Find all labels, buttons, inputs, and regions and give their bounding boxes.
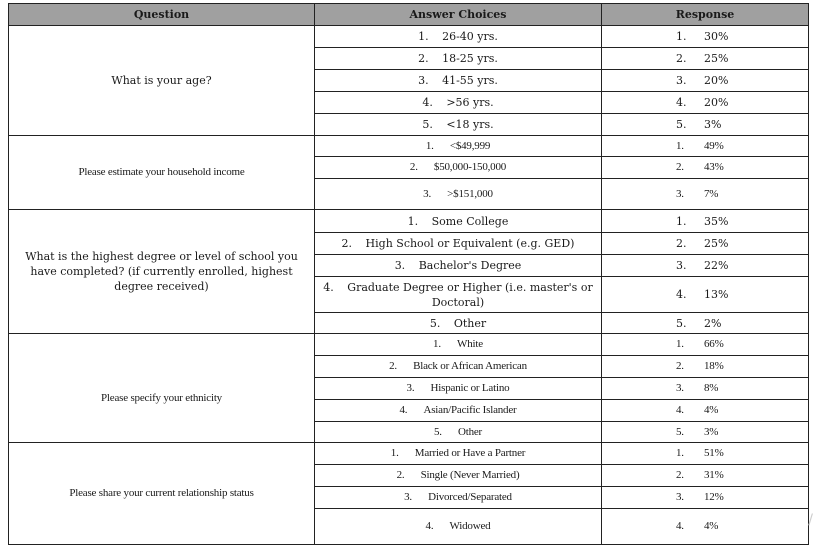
question-cell: Please specify your ethnicity (9, 334, 315, 443)
answer-choice-cell (315, 92, 602, 114)
answer-choice-cell (315, 422, 602, 443)
response-value: 66% (704, 338, 724, 350)
survey-results-table (8, 3, 809, 545)
answer-number: 4. (399, 404, 408, 416)
response-value: 13% (704, 288, 729, 301)
response-value: 35% (704, 214, 729, 228)
answer-number: 5. (433, 425, 442, 438)
response-value: 7% (704, 187, 719, 200)
answer-text: White (457, 338, 483, 350)
answer-choice-cell (315, 136, 602, 157)
response-number: 1. (676, 30, 687, 43)
response-cell (602, 356, 809, 378)
answer-choice-cell (315, 313, 602, 334)
response-number: 3. (676, 187, 684, 200)
answer-text: Single (Never Married) (420, 469, 520, 481)
response-number: 2. (676, 469, 684, 481)
response-cell (602, 210, 809, 233)
answer-number: 2. (396, 469, 405, 481)
response-cell (602, 422, 809, 443)
answer-text: 41-55 yrs. (442, 74, 498, 87)
answer-text: 26-40 yrs. (442, 30, 498, 43)
answer-text: Bachelor's Degree (418, 259, 522, 272)
response-value: 3% (704, 118, 722, 131)
response-cell (602, 255, 809, 277)
answer-number: 1. (425, 139, 434, 152)
answer-choice-cell (315, 334, 602, 356)
answer-number: 2. (341, 237, 353, 250)
response-value: 49% (704, 139, 724, 152)
answer-number: 5. (429, 316, 441, 330)
answer-text: Other (453, 316, 487, 330)
answer-text: >$151,000 (447, 187, 493, 200)
header-row (9, 4, 809, 26)
table-body (9, 26, 809, 545)
answer-text: Graduate Degree or Higher (i.e. master's or Doctoral) (347, 280, 593, 309)
response-cell (602, 114, 809, 136)
response-value: 20% (704, 96, 729, 109)
response-number: 3. (676, 382, 684, 394)
answer-choice-cell (315, 378, 602, 400)
answer-number: 3. (394, 259, 406, 272)
response-number: 5. (676, 425, 684, 438)
response-number: 2. (676, 52, 687, 65)
table-row (9, 443, 809, 465)
response-number: 4. (676, 520, 684, 532)
answer-choice-cell (315, 210, 602, 233)
response-number: 2. (676, 360, 684, 372)
answer-choice-cell (315, 443, 602, 465)
answer-choice-cell (315, 48, 602, 70)
answer-text: Black or African American (413, 360, 527, 372)
response-cell (602, 378, 809, 400)
answer-text: <18 yrs. (446, 118, 494, 131)
answer-text: $50,000-150,000 (433, 161, 507, 173)
response-number: 1. (676, 214, 687, 228)
table-row (9, 334, 809, 356)
response-number: 1. (676, 139, 684, 152)
answer-number: 1. (433, 338, 441, 350)
response-cell (602, 400, 809, 422)
response-cell (602, 465, 809, 487)
response-value: 25% (704, 237, 729, 250)
answer-number: 3. (423, 187, 432, 200)
answer-choice-cell (315, 114, 602, 136)
response-number: 3. (676, 74, 687, 87)
response-value: 8% (704, 382, 719, 394)
response-value: 3% (704, 425, 719, 438)
answer-text: Some College (431, 214, 509, 228)
response-number: 5. (676, 118, 687, 131)
response-number: 4. (676, 96, 687, 109)
response-value: 12% (704, 491, 724, 503)
answer-text: Asian/Pacific Islander (423, 404, 517, 416)
response-value: 31% (704, 469, 724, 481)
response-cell (602, 48, 809, 70)
response-number: 4. (676, 288, 687, 301)
response-value: 4% (704, 404, 719, 416)
answer-text: Widowed (449, 520, 491, 532)
answer-choice-cell (315, 465, 602, 487)
answer-number: 3. (418, 74, 429, 87)
answer-text: <$49,999 (449, 139, 491, 152)
header-question: Question (9, 4, 315, 26)
table-row (9, 136, 809, 157)
answer-choice-cell (315, 26, 602, 48)
answer-number: 4. (323, 280, 334, 294)
answer-choice-cell (315, 400, 602, 422)
answer-number: 1. (418, 30, 429, 43)
response-value: 18% (704, 360, 724, 372)
response-value: 2% (704, 316, 722, 330)
answer-text: Other (457, 425, 483, 438)
response-number: 1. (676, 447, 684, 459)
edge-mark: / (808, 512, 813, 528)
table-row (9, 210, 809, 233)
table-row (9, 26, 809, 48)
response-cell (602, 136, 809, 157)
response-value: 22% (704, 259, 729, 272)
response-cell (602, 26, 809, 48)
response-number: 2. (676, 161, 684, 173)
response-cell (602, 443, 809, 465)
response-number: 3. (676, 491, 684, 503)
response-cell (602, 334, 809, 356)
response-cell (602, 487, 809, 509)
response-number: 3. (676, 259, 687, 272)
answer-choice-cell (315, 277, 602, 313)
answer-text: Divorced/Separated (428, 491, 512, 503)
question-cell: What is your age? (9, 26, 315, 136)
response-cell (602, 313, 809, 334)
answer-text: 18-25 yrs. (442, 52, 498, 65)
answer-choice-cell (315, 157, 602, 179)
response-value: 30% (704, 30, 729, 43)
answer-number: 2. (389, 360, 397, 372)
answer-number: 4. (422, 96, 433, 109)
header-response: Response (602, 4, 809, 26)
answer-number: 3. (406, 382, 415, 394)
answer-number: 5. (422, 118, 433, 131)
answer-choice-cell (315, 255, 602, 277)
response-value: 25% (704, 52, 729, 65)
answer-number: 3. (404, 491, 412, 503)
response-value: 4% (704, 520, 719, 532)
response-value: 51% (704, 447, 724, 459)
response-number: 4. (676, 404, 684, 416)
answer-number: 2. (418, 52, 429, 65)
answer-number: 1. (390, 447, 399, 459)
response-cell (602, 233, 809, 255)
question-cell: Please share your current relationship status (9, 443, 315, 545)
answer-text: High School or Equivalent (e.g. GED) (365, 237, 575, 250)
response-cell (602, 157, 809, 179)
response-cell (602, 92, 809, 114)
response-number: 1. (676, 338, 684, 350)
response-value: 20% (704, 74, 729, 87)
response-cell (602, 509, 809, 545)
answer-number: 4. (425, 520, 434, 532)
answer-text: Married or Have a Partner (414, 447, 526, 459)
response-cell (602, 70, 809, 92)
response-number: 5. (676, 316, 687, 330)
response-value: 43% (704, 161, 724, 173)
answer-choice-cell (315, 70, 602, 92)
answer-choice-cell (315, 179, 602, 210)
response-cell (602, 277, 809, 313)
answer-choice-cell (315, 509, 602, 545)
header-answer-choices: Answer Choices (315, 4, 602, 26)
answer-number: 1. (407, 214, 419, 228)
answer-choice-cell (315, 356, 602, 378)
answer-choice-cell (315, 233, 602, 255)
response-number: 2. (676, 237, 687, 250)
response-cell (602, 179, 809, 210)
answer-number: 2. (409, 161, 418, 173)
question-cell: What is the highest degree or level of school you have completed? (if currently enrolled, highest degree received) (9, 210, 315, 334)
answer-choice-cell (315, 487, 602, 509)
question-cell: Please estimate your household income (9, 136, 315, 210)
answer-text: >56 yrs. (446, 96, 494, 109)
answer-text: Hispanic or Latino (430, 382, 510, 394)
